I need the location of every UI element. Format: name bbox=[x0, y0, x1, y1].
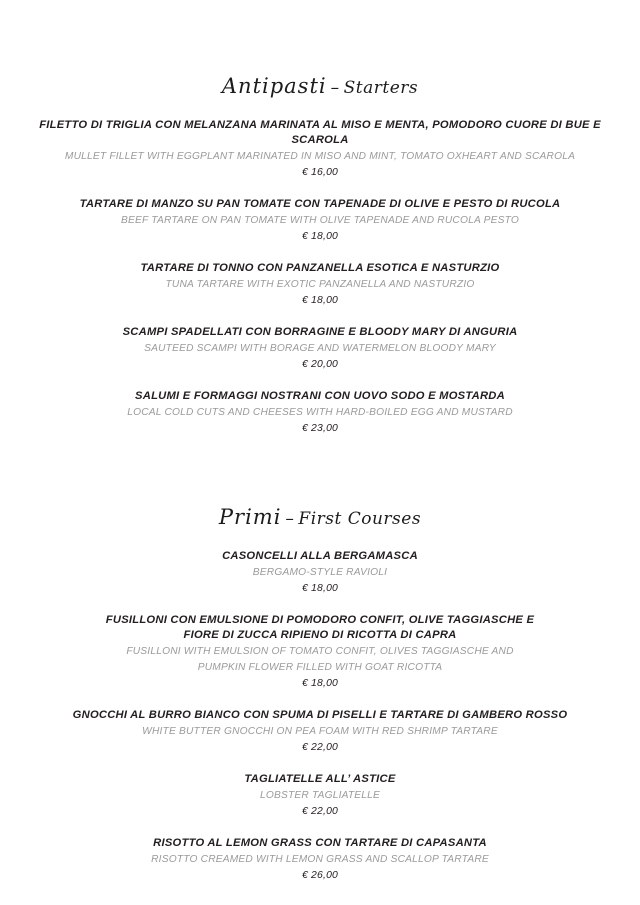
menu-item-name-en: BEEF TARTARE ON PAN TOMATE WITH OLIVE TAPENADE AND RUCOLA PESTO bbox=[121, 215, 519, 226]
menu-item-name-it: FILETTO DI TRIGLIA CON MELANZANA MARINATA AL MISO E MENTA, POMODORO CUORE DI BUE E SCAROLA bbox=[39, 119, 601, 146]
section-title-native: Antipasti bbox=[221, 74, 327, 98]
menu-item-name-en-line1: FUSILLONI WITH EMULSION OF TOMATO CONFIT, OLIVES TAGGIASCHE AND bbox=[126, 646, 514, 657]
menu-item-price: € 26,00 bbox=[301, 870, 339, 881]
menu-item-price: € 16,00 bbox=[301, 167, 339, 178]
menu-item bbox=[30, 836, 610, 883]
menu-item bbox=[30, 325, 610, 372]
menu-item bbox=[30, 389, 610, 436]
menu-item-name-en: TUNA TARTARE WITH EXOTIC PANZANELLA AND NASTURZIO bbox=[165, 279, 475, 290]
menu-item-name-it: TAGLIATELLE ALL’ ASTICE bbox=[244, 773, 396, 785]
menu-item-name-en: LOCAL COLD CUTS AND CHEESES WITH HARD-BOILED EGG AND MUSTARD bbox=[127, 407, 513, 418]
menu-item-name-en-line2: PUMPKIN FLOWER FILLED WITH GOAT RICOTTA bbox=[197, 662, 443, 673]
section-title-antipasti bbox=[30, 74, 610, 98]
menu-item-price: € 18,00 bbox=[301, 583, 339, 594]
menu-item-price: € 18,00 bbox=[301, 295, 339, 306]
menu-item-name-en: BERGAMO-STYLE RAVIOLI bbox=[252, 567, 388, 578]
menu-item-name-it: TARTARE DI TONNO CON PANZANELLA ESOTICA E NASTURZIO bbox=[140, 262, 500, 274]
menu-item-name-it: RISOTTO AL LEMON GRASS CON TARTARE DI CAPASANTA bbox=[153, 837, 487, 849]
menu-item-price: € 20,00 bbox=[301, 359, 339, 370]
menu-item bbox=[30, 708, 610, 755]
menu-item-name-en: WHITE BUTTER GNOCCHI ON PEA FOAM WITH RED SHRIMP TARTARE bbox=[142, 726, 498, 737]
menu-item-price: € 18,00 bbox=[301, 678, 339, 689]
menu-item-name-it: TARTARE DI MANZO SU PAN TOMATE CON TAPENADE DI OLIVE E PESTO DI RUCOLA bbox=[79, 198, 561, 210]
menu-item-price: € 22,00 bbox=[301, 806, 339, 817]
section-title-english: Starters bbox=[343, 78, 419, 98]
menu-item-list-antipasti bbox=[30, 118, 610, 436]
section-title-dash: – bbox=[330, 78, 340, 98]
menu-item-name-en: MULLET FILLET WITH EGGPLANT MARINATED IN MISO AND MINT, TOMATO OXHEART AND SCAROLA bbox=[64, 151, 576, 162]
menu-item-list-primi bbox=[30, 549, 610, 883]
menu-item-price: € 18,00 bbox=[301, 231, 339, 242]
menu-item-name-en: SAUTEED SCAMPI WITH BORAGE AND WATERMELON BLOODY MARY bbox=[144, 343, 496, 354]
menu-item bbox=[30, 197, 610, 244]
menu-item bbox=[30, 261, 610, 308]
menu-item bbox=[30, 118, 610, 180]
menu-item-name-en: RISOTTO CREAMED WITH LEMON GRASS AND SCALLOP TARTARE bbox=[151, 854, 489, 865]
menu-item bbox=[30, 613, 610, 691]
section-title-native: Primi bbox=[218, 505, 282, 529]
section-title-english: First Courses bbox=[298, 509, 422, 529]
menu-item-name-it-line1: FUSILLONI CON EMULSIONE DI POMODORO CONFIT, OLIVE TAGGIASCHE E bbox=[105, 614, 535, 626]
menu-item-price: € 23,00 bbox=[301, 423, 339, 434]
menu-item-name-it: SCAMPI SPADELLATI CON BORRAGINE E BLOODY MARY DI ANGURIA bbox=[122, 326, 518, 338]
section-title-primi bbox=[30, 505, 610, 529]
menu-item-name-it: SALUMI E FORMAGGI NOSTRANI CON UOVO SODO E MOSTARDA bbox=[135, 390, 505, 402]
section-antipasti bbox=[30, 0, 610, 436]
menu-item-name-it-line2: FIORE DI ZUCCA RIPIENO DI RICOTTA DI CAPRA bbox=[183, 629, 457, 641]
menu-item-price: € 22,00 bbox=[301, 742, 339, 753]
menu-item bbox=[30, 772, 610, 819]
section-title-dash: – bbox=[285, 509, 295, 529]
menu-item-name-it: GNOCCHI AL BURRO BIANCO CON SPUMA DI PISELLI E TARTARE DI GAMBERO ROSSO bbox=[72, 709, 568, 721]
menu-item bbox=[30, 549, 610, 596]
menu-item-name-it: CASONCELLI ALLA BERGAMASCA bbox=[222, 550, 418, 562]
section-primi bbox=[30, 453, 610, 883]
menu-item-name-en: LOBSTER TAGLIATELLE bbox=[259, 790, 381, 801]
